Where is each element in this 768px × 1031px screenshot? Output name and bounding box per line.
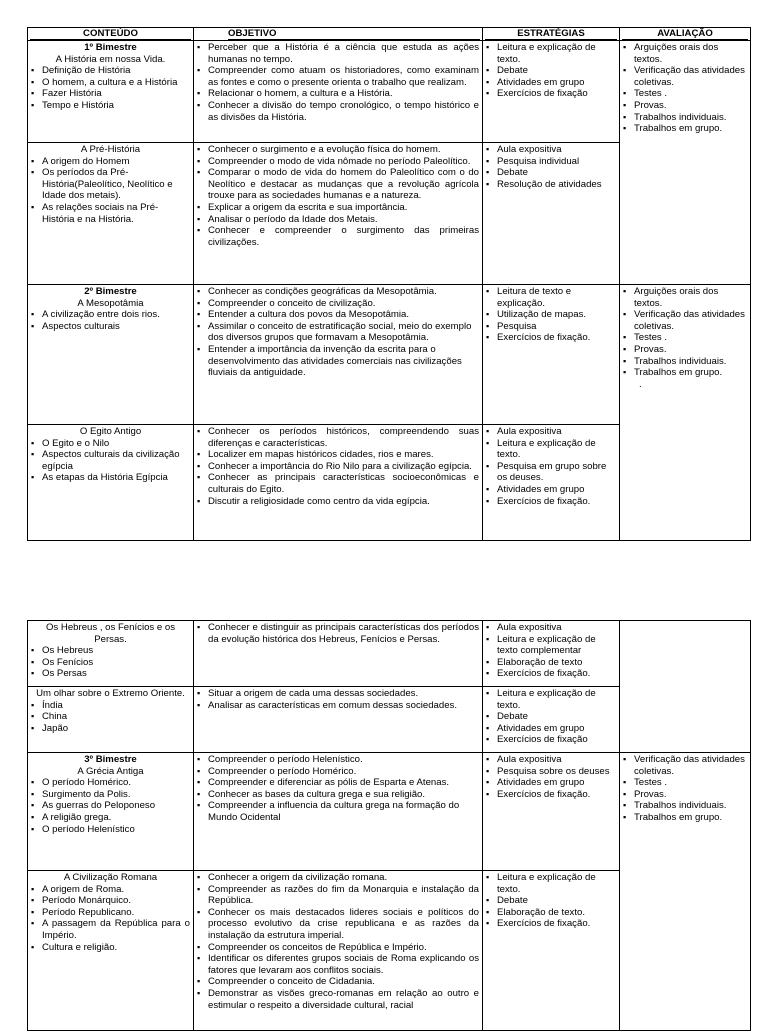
list-item: ▪ A passagem da República para o Império. [31,918,190,941]
list-item: ▪ Conhecer os mais destacados lideres sociais e políticos do processo evolutivo da crise republicana e as razões da instalação da estrutura imperial. [197,907,479,942]
bimestre-label: 2º Bimestre [84,286,137,297]
table-row [28,753,751,871]
list-item: ▪ Fazer História [31,88,190,100]
list-item: ▪ Compreender o período Homérico. [197,766,479,778]
planning-table-1 [27,27,751,541]
list-item: ▪ Verificação das atividades coletivas. [623,309,747,332]
content-cell [28,753,194,871]
content-cell [28,871,194,1031]
list-item: ▪ Testes . [623,332,747,344]
content-list [31,65,190,111]
strategy-cell [483,753,620,871]
list-item: ▪ O Egito e o Nilo [31,438,190,450]
list-item: ▪ Analisar as características em comum dessas sociedades. [197,700,479,712]
list-item: ▪ Trabalhos individuais. [623,356,747,368]
strategy-list [486,42,616,100]
header-estrategias: ESTRATÉGIAS [483,28,620,41]
list-item: ▪ Aula expositiva [486,622,616,634]
list-item: ▪ A religião grega. [31,812,190,824]
list-item: ▪ Comparar o modo de vida do homem do Paleolítico com o do Neolítico e destacar as mudanças que a revolução agrícola trouxe para as sociedades humanas e a natureza. [197,167,479,202]
objective-cell [194,753,483,871]
list-item: ▪ Compreender e diferenciar as pólis de Esparta e Atenas. [197,777,479,789]
list-item: ▪ Trabalhos em grupo. [623,812,747,824]
list-item: ▪ Surgimento da Polis. [31,789,190,801]
content-cell [28,425,194,541]
content-list [31,309,190,332]
strategy-cell [483,41,620,143]
list-item: ▪ Tempo e História [31,100,190,112]
objective-list [197,688,479,711]
content-list [31,777,190,835]
strategy-list [486,144,616,190]
list-item: ▪ Compreender como atuam os historiadores, como examinam as fontes e como o presente orienta o trabalho que realizam. [197,65,479,88]
objective-list [197,286,479,379]
list-item: ▪ O período Homérico. [31,777,190,789]
objective-cell [194,687,483,753]
list-item: ▪ Atividades em grupo [486,723,616,735]
objective-list [197,872,479,1011]
list-item: ▪ Conhecer e distinguir as principais características dos períodos da evolução histórica dos Hebreus, Fenícios e Persas. [197,622,479,645]
list-item: ▪ Leitura e explicação de texto. [486,438,616,461]
list-item: ▪ Leitura e explicação de texto. [486,42,616,65]
list-item: ▪ Conhecer a importância do Rio Nilo para a civilização egípcia. [197,461,479,473]
content-cell [28,41,194,143]
list-item: ▪ Os Hebreus [31,645,190,657]
content-cell [28,285,194,425]
bimestre-label: 3º Bimestre [84,754,137,765]
section-title: A Grécia Antiga [77,765,144,777]
list-item: ▪ Entender a importância da invenção da escrita para o desenvolvimento das atividades comerciais nas civilizações fluviais da antiguidade. [197,344,479,379]
list-item: ▪ Conhecer e compreender o surgimento das primeiras civilizações. [197,225,479,248]
objective-cell [194,621,483,687]
list-item: ▪ O período Helenístico [31,824,190,836]
list-item: ▪ Situar a origem de cada uma dessas sociedades. [197,688,479,700]
list-item: ▪ Exercícios de fixação. [486,332,616,344]
list-item: ▪ As relações sociais na Pré-História e na História. [31,202,190,225]
list-item: ▪ Compreender o conceito de Cidadania. [197,976,479,988]
header-conteudo: CONTEÚDO [28,28,194,41]
list-item: ▪ Discutir a religiosidade como centro da vida egípcia. [197,496,479,508]
list-item: ▪ Conhecer as principais características socioeconômicas e culturais do Egito. [197,472,479,495]
objective-cell [194,41,483,143]
list-item: ▪ As etapas da História Egípcia [31,472,190,484]
objective-cell [194,871,483,1031]
content-cell [28,621,194,687]
header-objetivo: OBJETIVO [194,28,483,41]
section-title: A Pré-História [80,144,141,155]
list-item: ▪ Conhecer a origem da civilização romana. [197,872,479,884]
list-item: ▪ Debate [486,167,616,179]
list-item: ▪ Utilização de mapas. [486,309,616,321]
list-item: ▪ Cultura e religião. [31,942,190,954]
objective-cell [194,285,483,425]
list-item: ▪ Pesquisa sobre os deuses [486,766,616,778]
evaluation-cell-empty [620,621,751,753]
list-item: ▪ Leitura de texto e explicação. [486,286,616,309]
evaluation-cell [620,41,751,285]
list-item: ▪ Pesquisa em grupo sobre os deuses. [486,461,616,484]
list-item: ▪ Compreender o modo de vida nômade no período Paleolítico. [197,156,479,168]
section-title: Um olhar sobre o Extremo Oriente. [36,688,185,699]
list-item: ▪ Demonstrar as visões greco-romanas em relação ao outro e estimular o respeito a diversidade cultural, racial [197,988,479,1011]
list-item: ▪ Trabalhos individuais. [623,112,747,124]
objective-cell [194,425,483,541]
list-item: ▪ Trabalhos em grupo. [623,123,747,135]
list-item: ▪ Trabalhos individuais. [623,800,747,812]
list-item: ▪ Exercícios de fixação [486,734,616,746]
header-row [28,28,751,41]
strategy-list [486,688,616,746]
list-item: ▪ Testes . [623,88,747,100]
objective-list [197,754,479,824]
section-title: A Civilização Romana [63,872,158,883]
strategy-list [486,286,616,344]
content-list [31,156,190,226]
list-item: ▪ Localizer em mapas históricos cidades, rios e mares. [197,449,479,461]
table-row [28,621,751,687]
list-item: ▪ Índia [31,700,190,712]
list-item: ▪ Debate [486,895,616,907]
evaluation-cell [620,753,751,1031]
list-item: ▪ Exercícios de fixação [486,88,616,100]
list-item: ▪ Os Fenícios [31,657,190,669]
list-item: ▪ Debate [486,711,616,723]
list-item: ▪ Aula expositiva [486,426,616,438]
strategy-list [486,754,616,800]
strategy-list [486,872,616,930]
list-item: ▪ Provas. [623,344,747,356]
content-cell [28,687,194,753]
list-item: ▪ Compreender o conceito de civilização. [197,298,479,310]
evaluation-cell [620,285,751,541]
list-item: ▪ Aula expositiva [486,144,616,156]
list-item: ▪ Japão [31,723,190,735]
list-item: ▪ Debate [486,65,616,77]
list-item: ▪ Analisar o período da Idade dos Metais. [197,214,479,226]
section-title: A História em nossa Vida. [55,53,166,65]
strategy-list [486,622,616,680]
section-title: A Mesopotâmia [77,297,144,309]
list-item: ▪ Pesquisa individual [486,156,616,168]
strategy-cell [483,871,620,1031]
list-item: ▪ Elaboração de texto. [486,907,616,919]
list-item: ▪ O homem, a cultura e a História [31,77,190,89]
list-item: ▪ Elaboração de texto [486,657,616,669]
list-item: ▪ Verificação das atividades coletivas. [623,65,747,88]
list-item: ▪ Relacionar o homem, a cultura e a História. [197,88,479,100]
list-item: ▪ Aspectos culturais [31,321,190,333]
list-item: ▪ Período Republicano. [31,907,190,919]
list-item: ▪ Arguições orais dos textos. [623,42,747,65]
list-item: ▪ Atividades em grupo [486,777,616,789]
list-item: ▪ A civilização entre dois rios. [31,309,190,321]
trailing-mark: . [639,378,642,390]
objective-cell [194,143,483,285]
content-list [31,884,190,954]
list-item: ▪ Compreender os conceitos de República e Império. [197,942,479,954]
content-list [31,438,190,484]
list-item: ▪ A origem de Roma. [31,884,190,896]
content-list [31,645,190,680]
strategy-cell [483,425,620,541]
planning-table-2 [27,620,751,1031]
list-item: ▪ Aula expositiva [486,754,616,766]
list-item: ▪ Entender a cultura dos povos da Mesopotâmia. [197,309,479,321]
bimestre-label: 1º Bimestre [84,42,137,53]
list-item: ▪ Conhecer as condições geográficas da Mesopotâmia. [197,286,479,298]
list-item: ▪ Atividades em grupo [486,484,616,496]
strategy-cell [483,687,620,753]
list-item: ▪ Leitura e explicação de texto. [486,688,616,711]
evaluation-list [623,754,747,824]
list-item: ▪ Testes . [623,777,747,789]
objective-list [197,42,479,123]
list-item: ▪ As guerras do Peloponeso [31,800,190,812]
content-cell [28,143,194,285]
evaluation-list [623,286,747,379]
list-item: ▪ Trabalhos em grupo. [623,367,747,379]
objective-list [197,622,479,645]
table-row [28,285,751,425]
list-item: ▪ Assimilar o conceito de estratificação social, meio do exemplo dos diversos grupos que formavam a Mesopotâmia. [197,321,479,344]
list-item: ▪ Leitura e explicação de texto complementar [486,634,616,657]
section-title: O Egito Antigo [79,426,142,437]
objective-list [197,426,479,507]
evaluation-list [623,42,747,135]
list-item: ▪ Atividades em grupo [486,77,616,89]
objective-list [197,144,479,248]
list-item: ▪ Conhecer o surgimento e a evolução física do homem. [197,144,479,156]
strategy-cell [483,285,620,425]
list-item: ▪ Compreender as razões do fim da Monarquia e instalação da República. [197,884,479,907]
header-avaliacao: AVALIAÇÃO [620,28,751,41]
list-item: ▪ Aspectos culturais da civilização egípcia [31,449,190,472]
list-item: ▪ Perceber que a História é a ciência que estuda as ações humanas no tempo. [197,42,479,65]
strategy-cell [483,621,620,687]
list-item: ▪ Conhecer as bases da cultura grega e sua religião. [197,789,479,801]
list-item: ▪ Leitura e explicação de texto. [486,872,616,895]
list-item: ▪ A origem do Homem [31,156,190,168]
section-title: Os Hebreus , os Fenícios e os Persas. [45,622,176,645]
list-item: ▪ Conhecer os períodos históricos, compreendendo suas diferenças e características. [197,426,479,449]
list-item: ▪ Pesquisa [486,321,616,333]
table-row [28,41,751,143]
list-item: ▪ Compreender a influencia da cultura grega na formação do Mundo Ocidental [197,800,479,823]
list-item: ▪ Definição de História [31,65,190,77]
content-list [31,700,190,735]
list-item: ▪ Os períodos da Pré-História(Paleolítico, Neolítico e Idade dos metais). [31,167,190,202]
list-item: ▪ Provas. [623,100,747,112]
list-item: ▪ Arguições orais dos textos. [623,286,747,309]
list-item: ▪ Explicar a origem da escrita e sua importância. [197,202,479,214]
strategy-cell [483,143,620,285]
list-item: ▪ Exercícios de fixação. [486,496,616,508]
list-item: ▪ Compreender o período Helenístico. [197,754,479,766]
list-item: ▪ Os Persas [31,668,190,680]
list-item: ▪ Exercícios de fixação. [486,789,616,801]
list-item: ▪ Exercícios de fixação. [486,918,616,930]
strategy-list [486,426,616,507]
list-item: ▪ China [31,711,190,723]
list-item: ▪ Identificar os diferentes grupos sociais de Roma explicando os fatores que levaram aos conflitos sociais. [197,953,479,976]
list-item: ▪ Provas. [623,789,747,801]
list-item: ▪ Conhecer a divisão do tempo cronológico, o tempo histórico e as divisões da História. [197,100,479,123]
list-item: ▪ Período Monárquico. [31,895,190,907]
list-item: ▪ Exercícios de fixação. [486,668,616,680]
list-item: ▪ Verificação das atividades coletivas. [623,754,747,777]
list-item: ▪ Resolução de atividades [486,179,616,191]
